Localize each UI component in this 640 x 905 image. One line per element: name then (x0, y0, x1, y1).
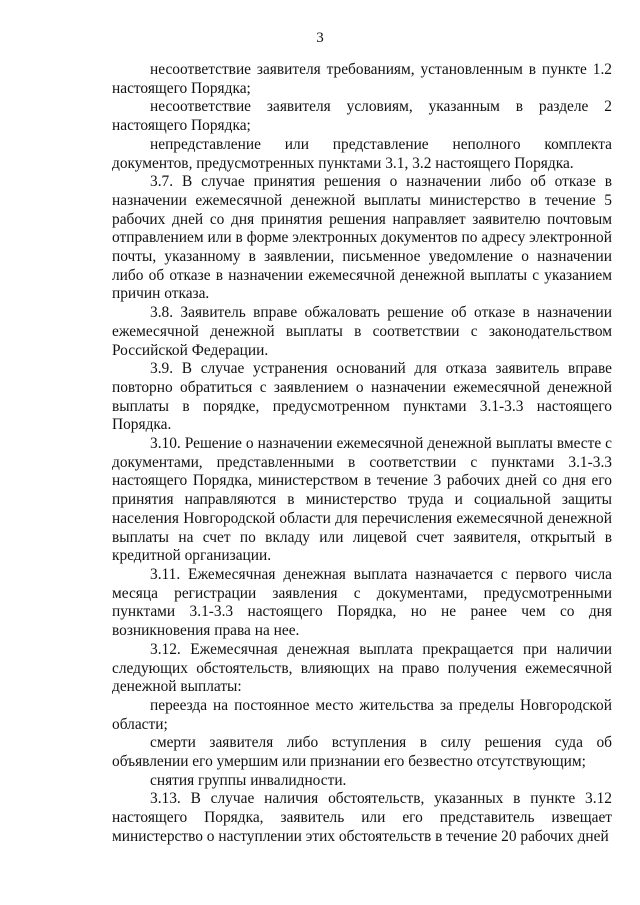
paragraph-3-12: 3.12. Ежемесячная денежная выплата прекращается при наличии следующих обстоятельств, влияющих на право получения ежемесячной денежной выплаты: (112, 640, 612, 696)
paragraph-3-9: 3.9. В случае устранения оснований для отказа заявитель вправе повторно обратиться с заявлением о назначении ежемесячной денежной выплаты в порядке, предусмотренном пунктами 3.1-3.3 настоящего Порядка. (112, 360, 612, 434)
paragraph-section-2: несоответствие заявителя условиям, указанным в разделе 2 настоящего Порядка; (112, 98, 612, 135)
paragraph-3-7: 3.7. В случае принятия решения о назначении либо об отказе в назначении ежемесячной денежной выплаты министерство в течение 5 рабочих дней со дня принятия решения направляет заявителю почтовым отправлением или в форме электронных документов по адресу электронной почты, указанному в заявлении, письменное уведомление о назначении либо об отказе в назначении ежемесячной денежной выплаты с указанием причин отказа. (112, 173, 612, 303)
paragraph-death: смерти заявителя либо вступления в силу решения суда об объявлении его умершим или признании его безвестно отсутствующим; (112, 734, 612, 771)
paragraph-3-13: 3.13. В случае наличия обстоятельств, указанных в пункте 3.12 настоящего Порядка, заявитель или его представитель извещает министерство о наступлении этих обстоятельств в течение 20 рабочих дней (112, 790, 612, 845)
document-body (112, 61, 612, 847)
paragraph-incomplete-docs: непредставление или представление неполного комплекта документов, предусмотренных пунктами 3.1, 3.2 настоящего Порядка. (112, 135, 612, 172)
paragraph-3-8: 3.8. Заявитель вправе обжаловать решение об отказе в назначении ежемесячной денежной выплаты в соответствии с законодательством Российской Федерации. (112, 304, 612, 359)
paragraph-disability-removal: снятия группы инвалидности. (150, 771, 347, 789)
paragraph-3-11: 3.11. Ежемесячная денежная выплата назначается с первого числа месяца регистрации заявления с документами, предусмотренными пунктами 3.1-3.3 настоящего Порядка, но не ранее чем со дня возникновения права на нее. (112, 565, 612, 640)
paragraph-relocation: переезда на постоянное место жительства за пределы Новгородской области; (112, 696, 612, 733)
paragraph-item-1-2: несоответствие заявителя требованиям, установленным в пункте 1.2 настоящего Порядка; (112, 61, 612, 97)
paragraph-3-10: 3.10. Решение о назначении ежемесячной денежной выплаты вместе с документами, представленными в соответствии с пунктами 3.1-3.3 настоящего Порядка, министерством в течение 3 рабочих дней со дня его принятия направляются в министерство труда и социальной защиты населения Новгородской области для перечисления ежемесячной денежной выплаты на счет по вкладу или лицевой счет заявителя, открытый в кредитной организации. (112, 435, 612, 565)
page-number: 3 (316, 30, 324, 46)
